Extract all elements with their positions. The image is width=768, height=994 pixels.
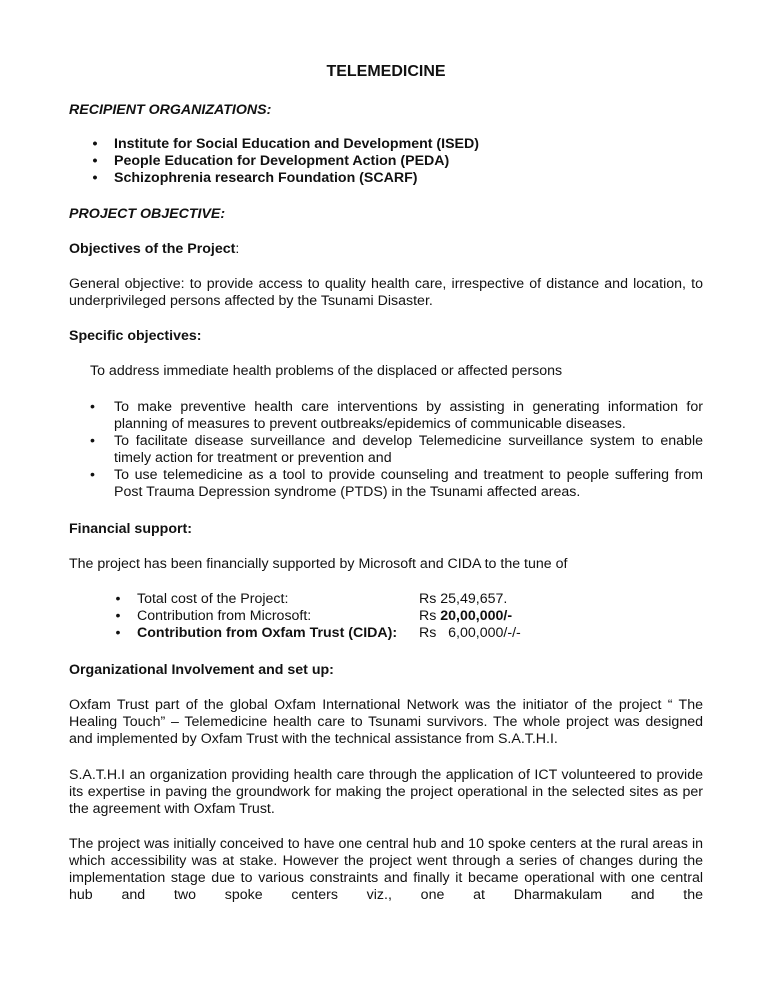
- bullet-icon: •: [115, 591, 121, 607]
- financial-support-heading: Financial support:: [69, 521, 192, 537]
- list-item: • Contribution from Microsoft: Rs 20,00,000/-: [137, 608, 697, 625]
- bullet-icon: •: [90, 433, 95, 449]
- list-item: • To make preventive health care interventions by assisting in generating information for planning of measures to prevent outbreaks/epidemics of communicable diseases.: [90, 399, 703, 432]
- bullet-icon: •: [90, 467, 95, 483]
- specific-objectives-heading: Specific objectives:: [69, 328, 202, 344]
- financial-list: [115, 591, 697, 642]
- list-item: • Total cost of the Project: Rs 25,49,657.: [137, 591, 697, 608]
- list-item: • Institute for Social Education and Development (ISED): [114, 136, 704, 153]
- bullet-icon: •: [92, 153, 98, 169]
- recipient-organizations-heading: RECIPIENT ORGANIZATIONS:: [69, 102, 272, 118]
- bullet-icon: •: [90, 399, 95, 415]
- list-item: • Contribution from Oxfam Trust (CIDA): Rs 6,00,000/-/-: [137, 625, 697, 642]
- org-paragraph-2: S.A.T.H.I an organization providing health care through the application of ICT volunteered to provide its expertise in paving the groundwork for making the project operational in the selected sites as per the agreement with Oxfam Trust.: [69, 767, 703, 817]
- recipient-list: [92, 136, 704, 187]
- org-paragraph-1: Oxfam Trust part of the global Oxfam International Network was the initiator of the project “ The Healing Touch” – Telemedicine health care to Tsunami survivors. The whole project was designed and implemented by Oxfam Trust with the technical assistance from S.A.T.H.I.: [69, 697, 703, 747]
- list-item: • To use telemedicine as a tool to provide counseling and treatment to people suffering from Post Trauma Depression syndrome (PTDS) in the Tsunami affected areas.: [90, 467, 703, 500]
- specific-objectives-intro: To address immediate health problems of the displaced or affected persons: [90, 363, 563, 379]
- org-paragraph-3: The project was initially conceived to have one central hub and 10 spoke centers at the rural areas in which accessibility was at stake. However the project went through a series of changes during the implementation stage due to various constraints and finally it became operational with one central hub and two spoke centers viz., one at Dharmakulam and the: [69, 836, 703, 903]
- organizational-involvement-heading: Organizational Involvement and set up:: [69, 662, 334, 678]
- bullet-icon: •: [115, 608, 121, 624]
- general-objective-paragraph: General objective: to provide access to quality health care, irrespective of distance and location, to underprivileged persons affected by the Tsunami Disaster.: [69, 276, 703, 309]
- list-item: • Schizophrenia research Foundation (SCARF): [114, 170, 704, 187]
- financial-intro: The project has been financially supported by Microsoft and CIDA to the tune of: [69, 556, 568, 572]
- list-item: • People Education for Development Action (PEDA): [114, 153, 704, 170]
- bullet-icon: •: [115, 625, 121, 641]
- list-item: • To facilitate disease surveillance and develop Telemedicine surveillance system to enable timely action for treatment or prevention and: [90, 433, 703, 466]
- document-title: TELEMEDICINE: [326, 63, 446, 80]
- bullet-icon: •: [92, 170, 98, 186]
- objectives-heading: Objectives of the Project:: [69, 241, 240, 257]
- project-objective-heading: PROJECT OBJECTIVE:: [69, 206, 226, 222]
- bullet-icon: •: [92, 136, 98, 152]
- specific-objectives-list: [90, 399, 703, 501]
